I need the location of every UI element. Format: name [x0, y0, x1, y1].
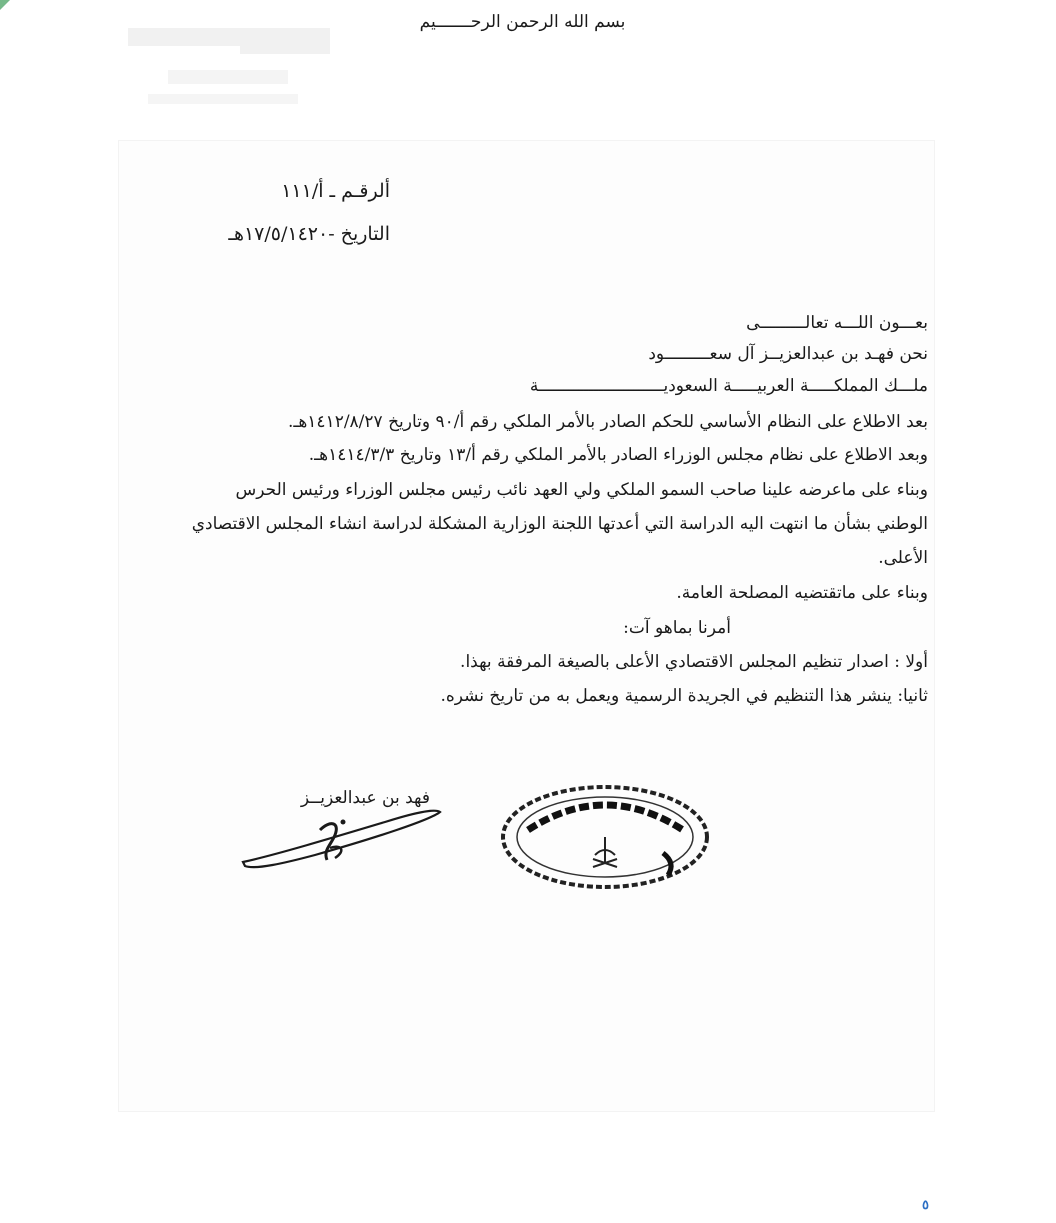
king-name: نحن فهـد بن عبدالعزيــز آل سعـــــــــود — [648, 344, 928, 364]
paragraph-crown-prince-line3: الأعلى. — [878, 548, 928, 568]
paragraph-crown-prince-line2: الوطني بشأن ما انتهت اليه الدراسة التي أعدتها اللجنة الوزارية المشكلة لدراسة انشاء المجلس الاقتصادي — [191, 514, 928, 534]
page-number: ٥ — [922, 1198, 929, 1213]
basmala: بسم الله الرحمن الرحـــــــيم — [419, 12, 626, 32]
order-item-first: أولا : اصدار تنظيم المجلس الاقتصادي الأعلى بالصيغة المرفقة بهذا. — [460, 652, 928, 672]
reference-number: أ‌لرقـم ـ أ/١١١ — [281, 180, 390, 202]
official-seal — [498, 775, 713, 890]
order-item-second: ثانيا: ينشر هذا التنظيم في الجريدة الرسمية ويعمل به من تاريخ نشره. — [440, 686, 928, 706]
paragraph-council-law: وبعد الاطلاع على نظام مجلس الوزراء الصادر بالأمر الملكي رقم أ/١٣ وتاريخ ١٤١٤/٣/٣هـ. — [308, 445, 928, 465]
faded-letterhead-emblem — [240, 28, 330, 54]
king-title: ملـــك المملكـــــة العربيـــــة السعوديـــــــــــــــــــــــــة — [529, 376, 928, 396]
paragraph-crown-prince-line1: وبناء على ماعرضه علينا صاحب السمو الملكي ولي العهد نائب رئيس مجلس الوزراء ورئيس الحرس — [235, 480, 928, 500]
paragraph-basic-law: بعد الاطلاع على النظام الأساسي للحكم الصادر بالأمر الملكي رقم أ/٩٠ وتاريخ ١٤١٢/٨/٢٧هـ. — [287, 412, 928, 432]
faded-page-frame — [118, 140, 935, 1112]
order-intro: أمرنا بماهو آت: — [623, 618, 731, 638]
paragraph-public-interest: وبناء على ماتقتضيه المصلحة العامة. — [676, 583, 928, 603]
signatory-name: فهد بن عبدالعزيــز — [300, 788, 430, 808]
corner-mark — [0, 0, 10, 10]
handwritten-signature — [235, 800, 445, 880]
invocation: بعـــون اللـــه تعالـــــــــى — [746, 313, 928, 333]
reference-date: التاريخ -١٧/٥/١٤٢٠هـ — [228, 223, 390, 245]
